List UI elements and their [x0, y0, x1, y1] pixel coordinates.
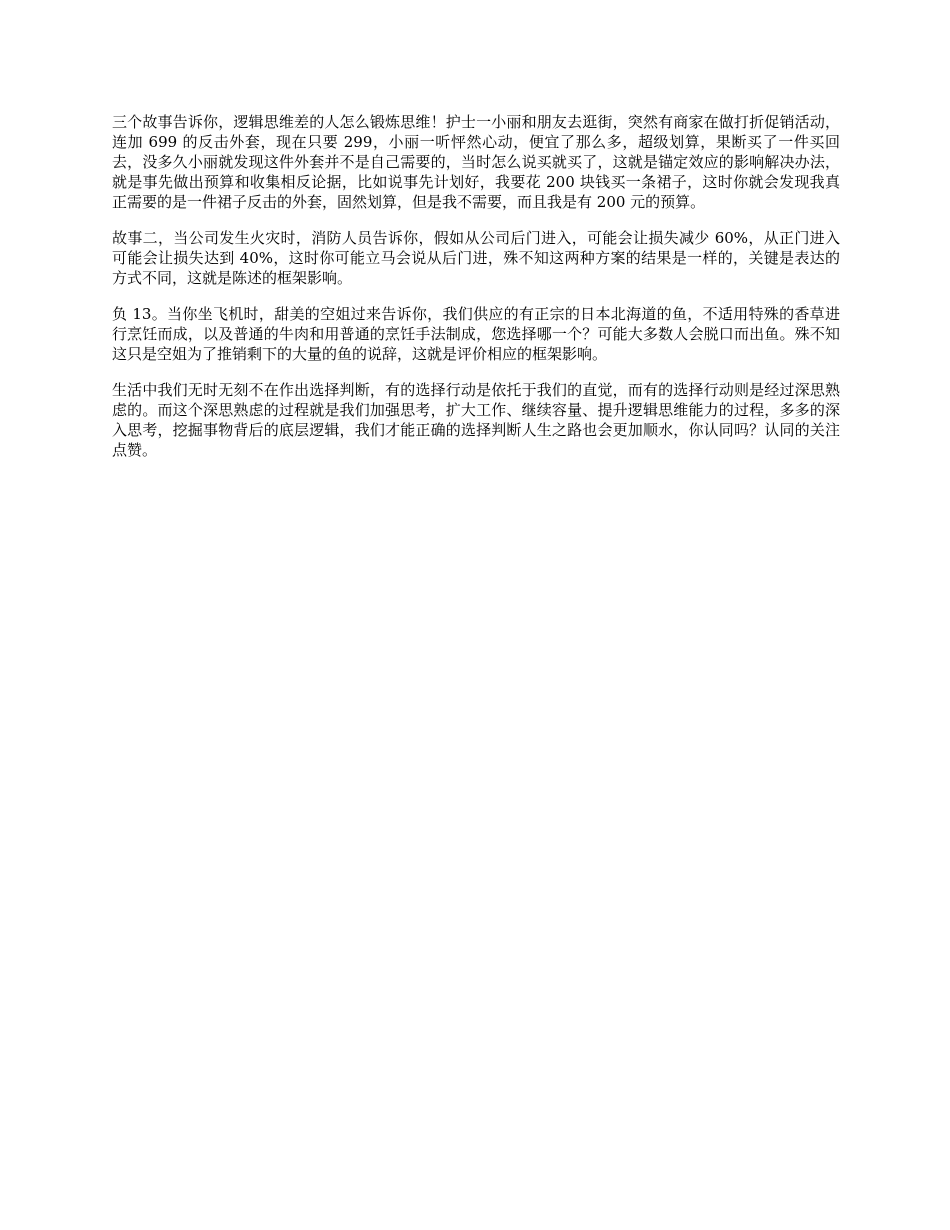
paragraph-conclusion: 生活中我们无时无刻不在作出选择判断，有的选择行动是依托于我们的直觉，而有的选择行动则是经过深思熟虑的。而这个深思熟虑的过程就是我们加强思考，扩大工作、继续容量、提升逻辑思维能力的过程，多多的深入思考，挖掘事物背后的底层逻辑，我们才能正确的选择判断人生之路也会更加顺水，你认同吗？认同的关注点赞。: [112, 381, 840, 459]
paragraph-story-one: 三个故事告诉你，逻辑思维差的人怎么锻炼思维！护士一小丽和朋友去逛街，突然有商家在做打折促销活动，连加 699 的反击外套，现在只要 299，小丽一听怦然心动，便宜了那么多，超级划算，果断买了一件买回去，没多久小丽就发现这件外套并不是自己需要的，当时怎么说买就买了，这就是锚定效应的影响解决办法，就是事先做出预算和收集相反论据，比如说事先计划好，我要花 200 块钱买一条裙子，这时你就会发现我真正需要的是一件裙子反击的外套，固然划算，但是我不需要，而且我是有 200 元的预算。: [112, 113, 840, 211]
document-body: [112, 112, 840, 476]
paragraph-story-three: 负 13。当你坐飞机时，甜美的空姐过来告诉你，我们供应的有正宗的日本北海道的鱼，不适用特殊的香草进行烹饪而成，以及普通的牛肉和用普通的烹饪手法制成，您选择哪一个？可能大多数人会脱口而出鱼。殊不知这只是空姐为了推销剩下的大量的鱼的说辞，这就是评价相应的框架影响。: [112, 305, 840, 363]
paragraph-story-two: 故事二，当公司发生火灾时，消防人员告诉你，假如从公司后门进入，可能会让损失减少 60%，从正门进入可能会让损失达到 40%，这时你可能立马会说从后门进，殊不知这两种方案的结果是一样的，关键是表达的方式不同，这就是陈述的框架影响。: [112, 229, 840, 287]
